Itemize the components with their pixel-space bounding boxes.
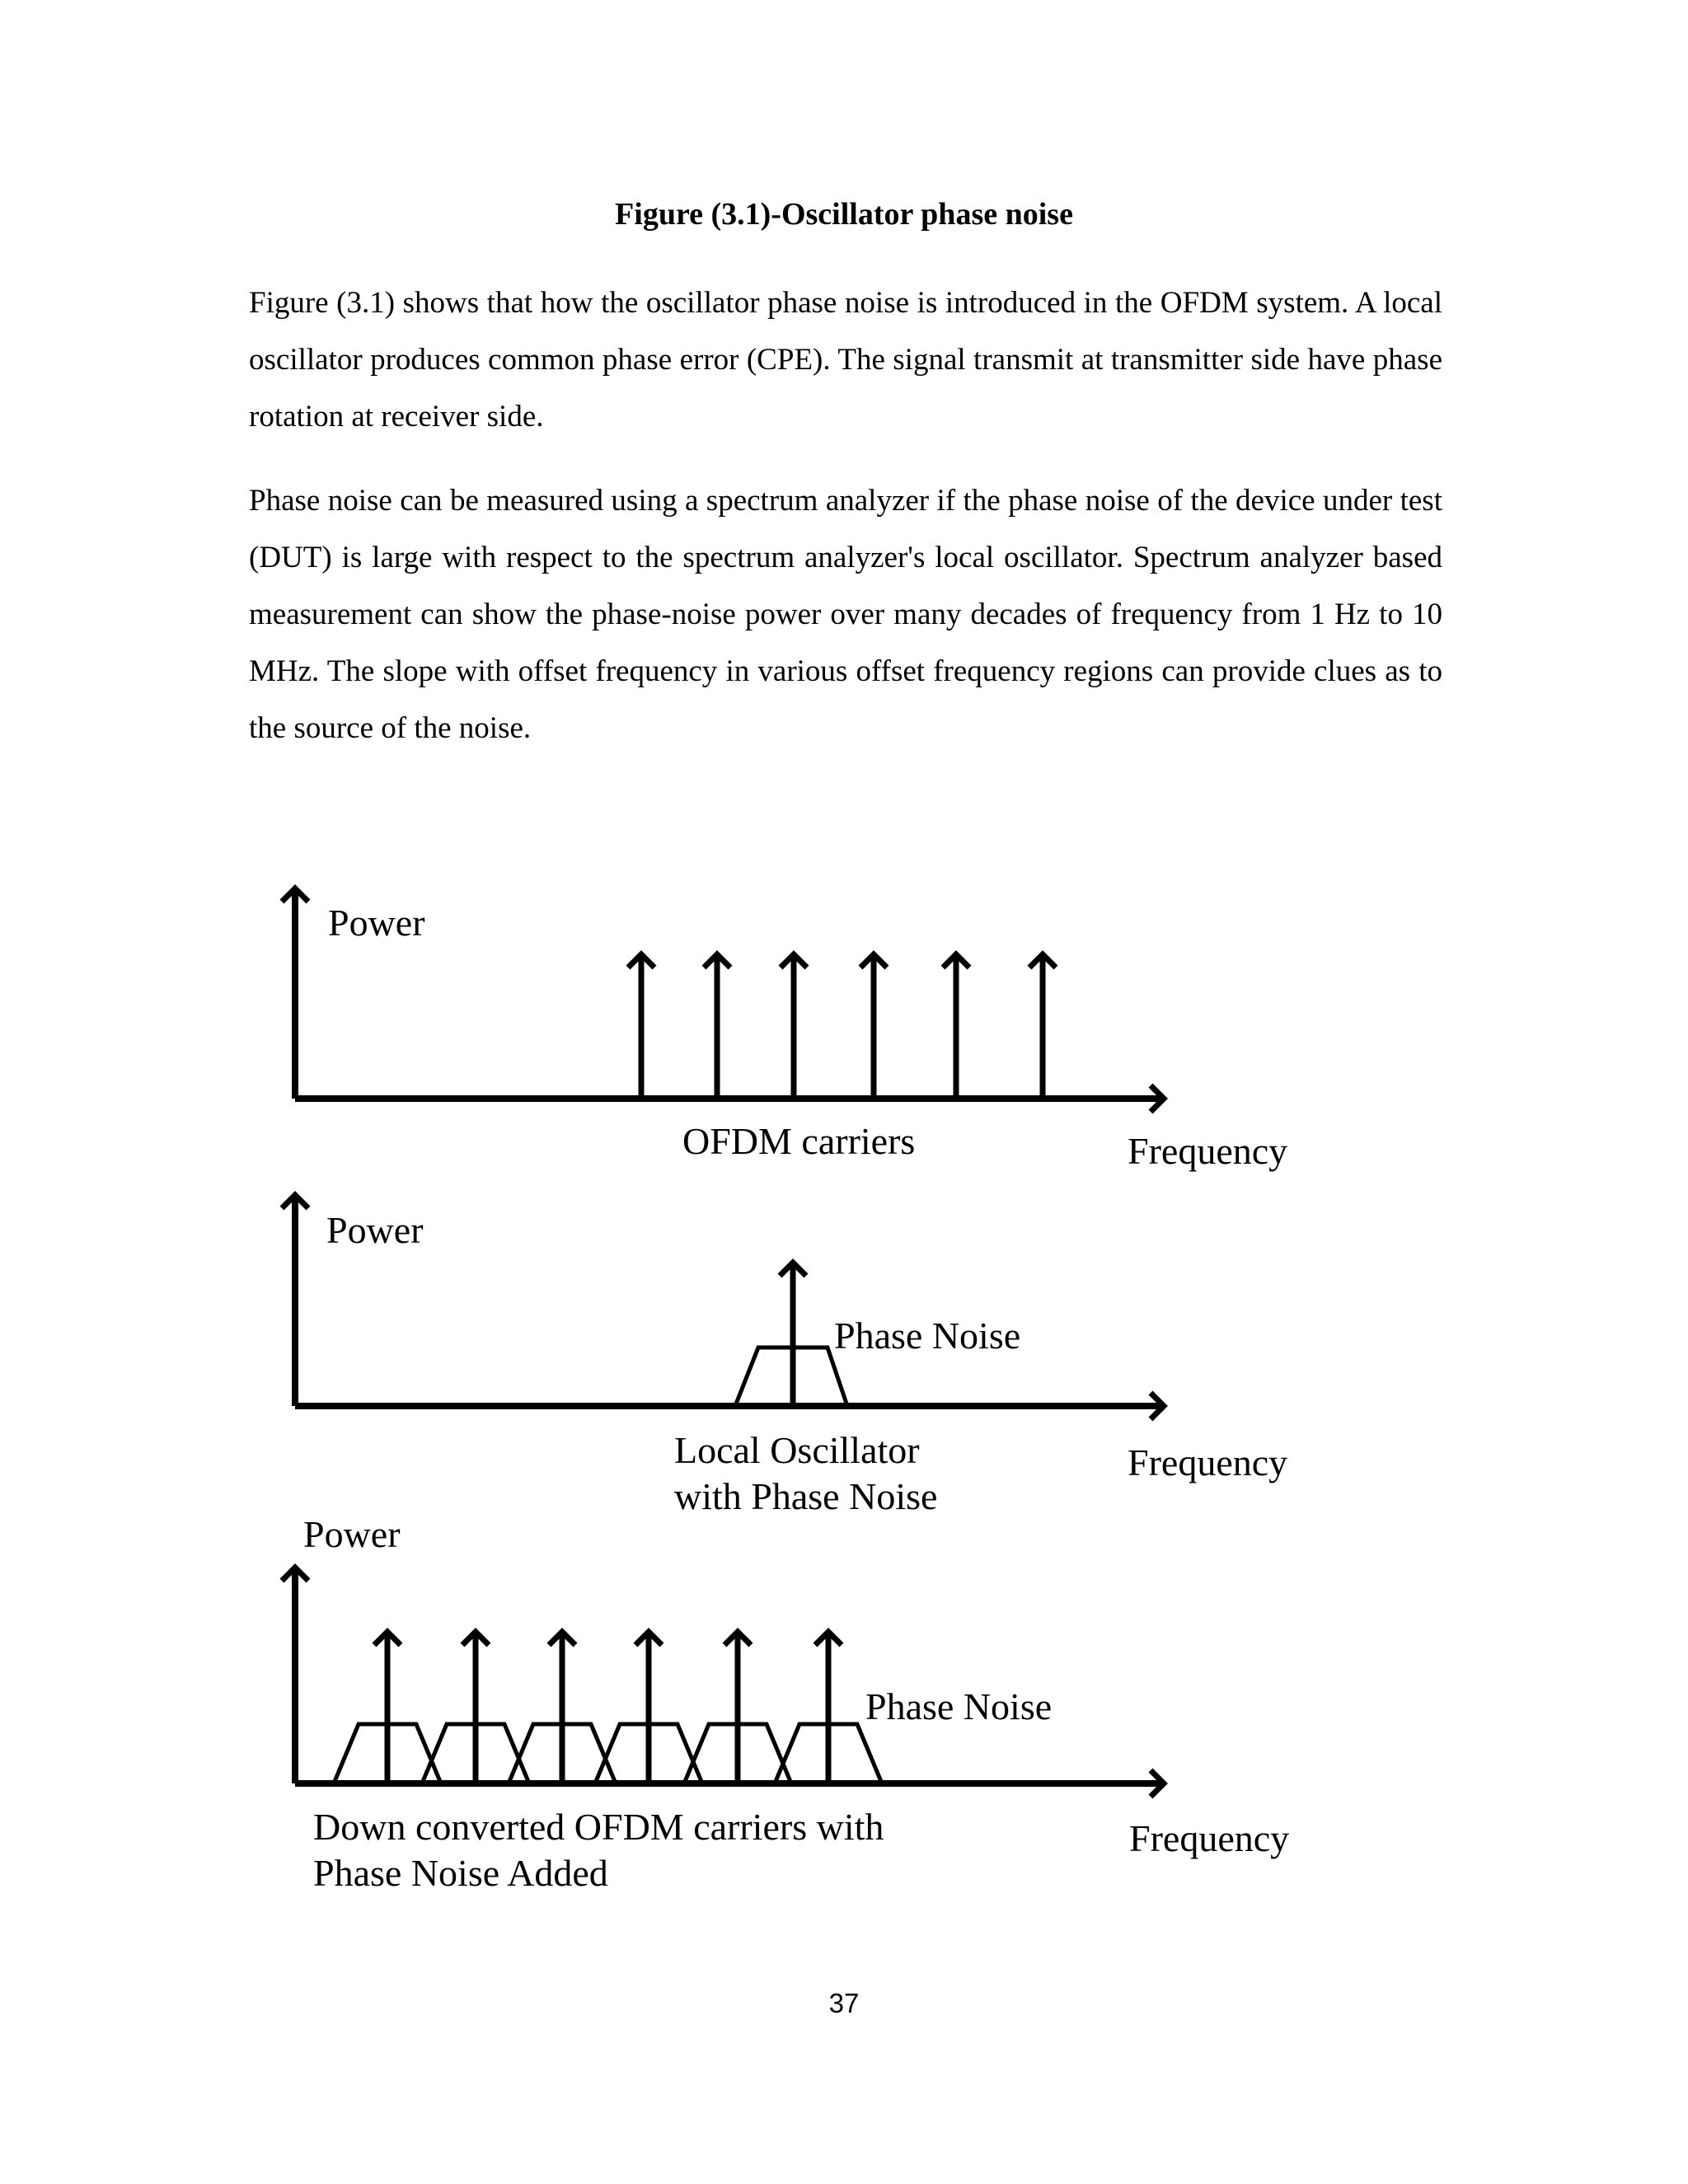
panel-local-oscillator — [295, 1195, 1287, 1517]
panel-down-converted — [295, 1513, 1289, 1894]
panel1-power-label: Power — [328, 902, 425, 944]
panel2-caption-line-2: with Phase Noise — [674, 1475, 938, 1517]
panel2-phase-noise-label: Phase Noise — [834, 1315, 1021, 1357]
panel1-carrier-group — [641, 954, 1043, 1099]
panel-ofdm-carriers — [295, 888, 1287, 1172]
phase-noise-figure — [0, 849, 1688, 1937]
panel2-power-label: Power — [326, 1209, 424, 1251]
paragraph-2: Phase noise can be measured using a spectrum analyzer if the phase noise of the device under test (DUT) is large with respect to the spectrum analyzer's local oscillator. Spectrum analyzer based measurement can show the phase-noise power over many decades of frequency from 1 Hz to 10 MHz. The slope with offset frequency in various offset frequency regions can provide clues as to the source of the noise. — [249, 484, 1442, 745]
panel3-frequency-label: Frequency — [1129, 1817, 1290, 1859]
panel3-caption-line-1: Down converted OFDM carriers with — [313, 1806, 884, 1848]
page-number: 37 — [828, 1988, 860, 2018]
panel1-carriers-label: OFDM carriers — [682, 1120, 916, 1162]
panel3-caption-line-2: Phase Noise Added — [313, 1852, 608, 1894]
panel2-frequency-label-text: Frequency — [1128, 1441, 1288, 1483]
panel1-frequency-label: Frequency — [1128, 1130, 1288, 1172]
panel3-phase-noise-label: Phase Noise — [865, 1685, 1053, 1727]
panel2-caption-line-1: Local Oscillator — [674, 1429, 920, 1471]
figure-caption: Figure (3.1)-Oscillator phase noise — [615, 197, 1073, 232]
paragraph-1: Figure (3.1) shows that how the oscillator phase noise is introduced in the OFDM system. A local oscillator produces common phase error (CPE). The signal transmit at transmitter side have phase rotation at receiver side. — [249, 286, 1442, 434]
panel3-carrier-group — [334, 1632, 882, 1783]
panel3-power-label: Power — [303, 1513, 401, 1555]
